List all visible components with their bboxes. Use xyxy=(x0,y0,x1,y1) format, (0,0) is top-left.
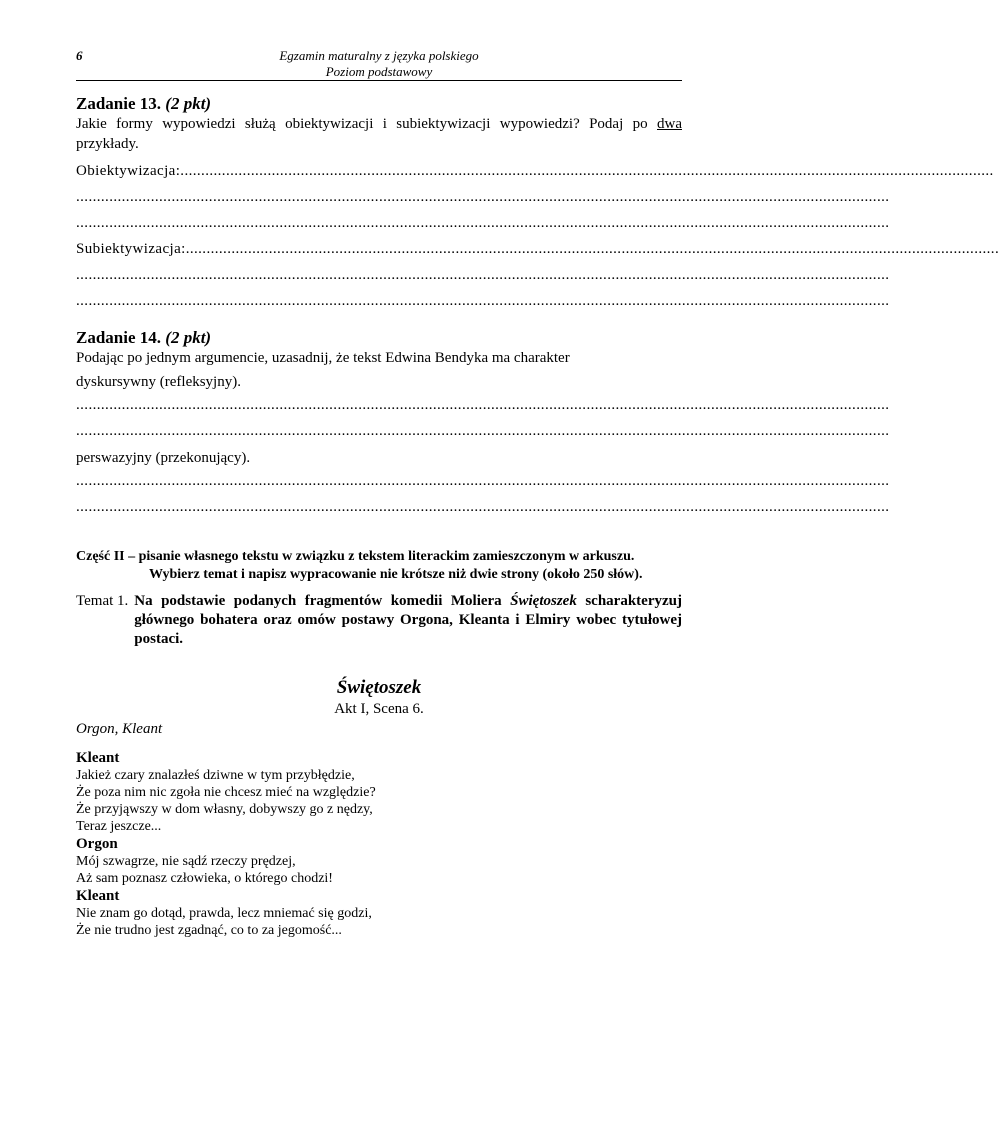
theme-text-b: scharakteryzuj głównego bohatera oraz omów postawy Orgona, Kleanta i Elmiry wobec tytułowej postaci. xyxy=(134,593,682,647)
task13-title-text: Zadanie 13. xyxy=(76,94,162,113)
answer-line[interactable]: .................................................................................................................................................................................................... xyxy=(76,189,890,205)
header-divider xyxy=(76,80,682,81)
answer-line[interactable]: .................................................................................................................................................................................................... xyxy=(76,423,890,439)
task13-points: (2 pkt) xyxy=(165,94,212,113)
part2-heading: Część II – pisanie własnego tekstu w związku z tekstem literackim zamieszczonym w arkuszu. xyxy=(76,549,635,564)
verse-line: Nie znam go dotąd, prawda, lecz mniemać się godzi, xyxy=(76,906,372,921)
verse-line: Aż sam poznasz człowieka, o którego chodzi! xyxy=(76,871,333,886)
speaker-name: Kleant xyxy=(76,750,120,766)
task13-label-objectivization: Obiektywizacja: xyxy=(76,163,181,179)
answer-line[interactable]: .................................................................................................................................................................................................... xyxy=(76,293,890,309)
task13-question-b: przykłady. xyxy=(76,136,139,152)
part2-subheading: Wybierz temat i napisz wypracowanie nie krótsze niż dwie strony (około 250 słów). xyxy=(149,567,643,582)
task13-question-underline: dwa xyxy=(657,116,682,132)
header-level: Poziom podstawowy xyxy=(325,64,433,79)
theme-1 xyxy=(76,592,682,649)
play-persons: Orgon, Kleant xyxy=(76,721,163,737)
answer-line[interactable]: Subiektywizacja:.................................................................................................................................................................................................... xyxy=(76,241,999,257)
task14-points: (2 pkt) xyxy=(165,328,212,347)
theme-text-title: Świętoszek xyxy=(510,593,577,609)
page-header xyxy=(76,48,682,80)
task13-question-a: Jakie formy wypowiedzi służą obiektywizacji i subiektywizacji wypowiedzi? Podaj po xyxy=(76,116,657,132)
header-exam-title: Egzamin maturalny z języka polskiego xyxy=(279,48,479,63)
answer-line[interactable]: .................................................................................................................................................................................................... xyxy=(76,473,890,489)
theme-text xyxy=(134,592,682,649)
speaker-name: Kleant xyxy=(76,888,120,904)
task14-label-discursive: dyskursywny (refleksyjny). xyxy=(76,374,241,390)
play-act: Akt I, Scena 6. xyxy=(334,701,424,717)
task14-question: Podając po jednym argumencie, uzasadnij, że tekst Edwina Bendyka ma charakter xyxy=(76,350,570,366)
verse-line: Że nie trudno jest zgadnąć, co to za jegomość... xyxy=(76,923,342,938)
theme-text-a: Na podstawie podanych fragmentów komedii Moliera xyxy=(134,593,511,609)
verse-line: Mój szwagrze, nie sądź rzeczy prędzej, xyxy=(76,854,296,869)
page-number: 6 xyxy=(76,48,83,63)
speaker-name: Orgon xyxy=(76,836,118,852)
page-content xyxy=(76,94,999,939)
answer-line[interactable]: .................................................................................................................................................................................................... xyxy=(76,215,890,231)
task13-label-subjectivization: Subiektywizacja: xyxy=(76,241,186,257)
verse-line: Jakież czary znalazłeś dziwne w tym przybłędzie, xyxy=(76,768,355,783)
task14-title-text: Zadanie 14. xyxy=(76,328,162,347)
answer-line[interactable]: .................................................................................................................................................................................................... xyxy=(76,397,890,413)
task14-title xyxy=(76,328,682,348)
task13-question xyxy=(76,114,682,154)
verse-line: Że przyjąwszy w dom własny, dobywszy go z nędzy, xyxy=(76,802,373,817)
verse-line: Że poza nim nic zgoła nie chcesz mieć na względzie? xyxy=(76,785,376,800)
theme-label: Temat 1. xyxy=(76,593,129,609)
answer-line[interactable]: .................................................................................................................................................................................................... xyxy=(76,267,890,283)
part2-instructions xyxy=(76,548,682,584)
task14-label-persuasive: perswazyjny (przekonujący). xyxy=(76,450,251,466)
answer-line[interactable]: Obiektywizacja:.................................................................................................................................................................................................... xyxy=(76,163,994,179)
verse-line: Teraz jeszcze... xyxy=(76,819,162,834)
answer-line[interactable]: .................................................................................................................................................................................................... xyxy=(76,499,890,515)
play-title: Świętoszek xyxy=(336,677,422,698)
dialogue xyxy=(76,749,682,939)
task13-title xyxy=(76,94,682,114)
